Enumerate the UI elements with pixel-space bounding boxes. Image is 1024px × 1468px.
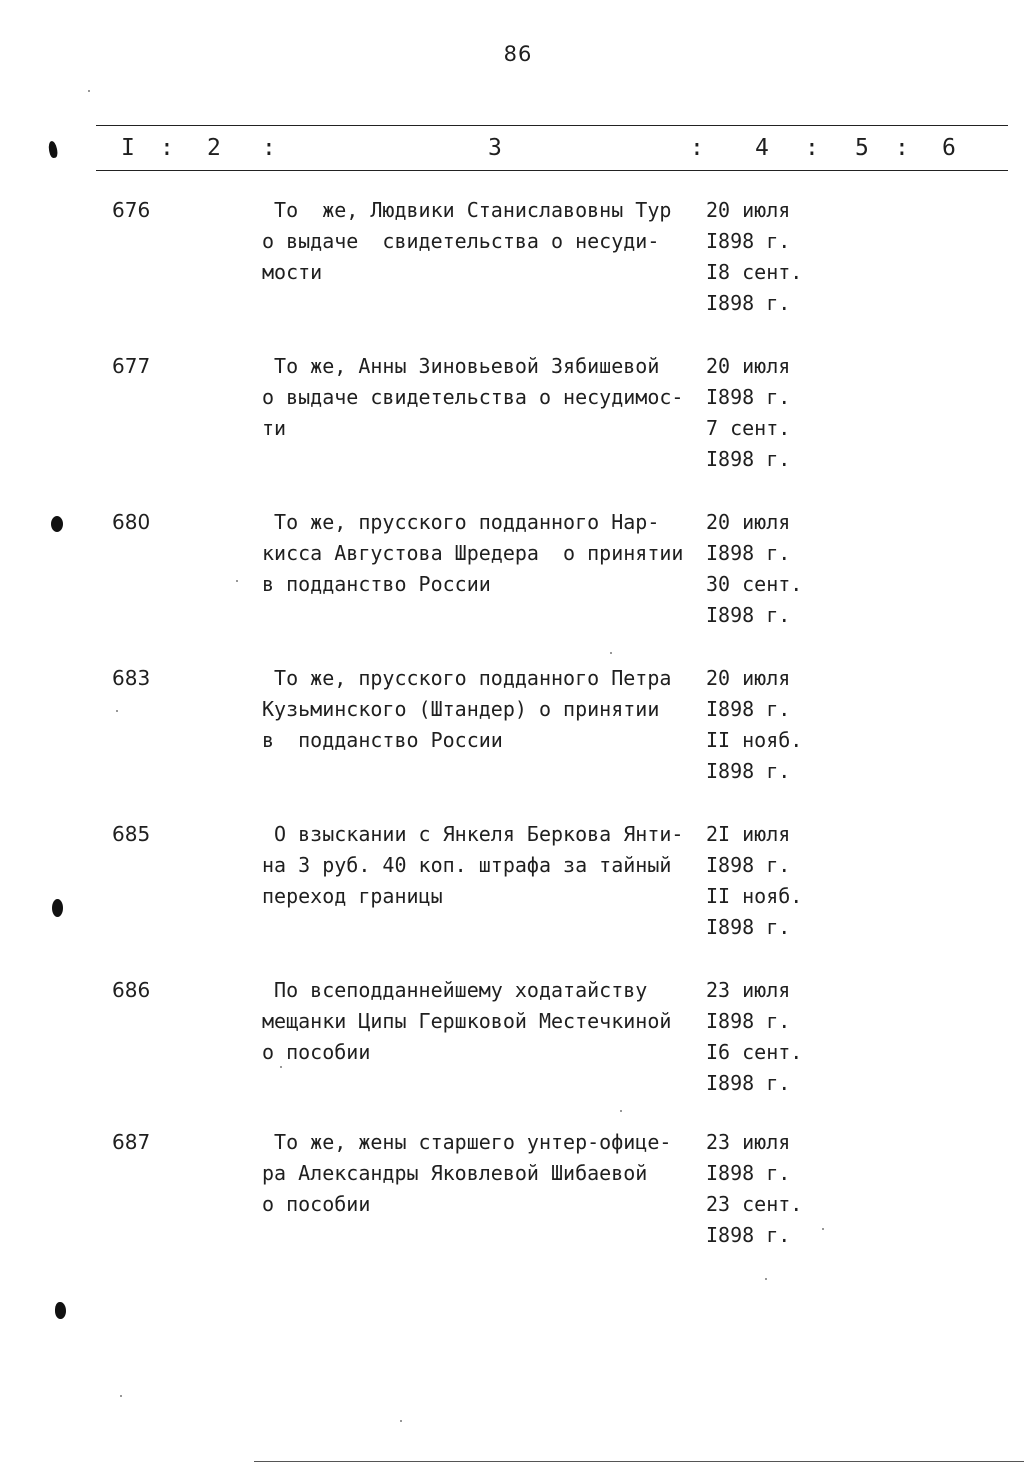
row-number: 677 — [112, 354, 151, 378]
table-row — [0, 351, 1024, 491]
header-separator: : — [160, 135, 174, 161]
row-description: То же, Людвики Станиславовны Тур о выдаче свидетельства о несуди- мости — [262, 198, 672, 284]
row-number: 676 — [112, 198, 151, 222]
header-col-4: 4 — [755, 135, 769, 161]
scan-speck — [765, 1278, 767, 1280]
header-separator: : — [805, 135, 819, 161]
row-description: То же, прусского подданного Петра Кузьминского (Штандер) о принятии в подданство России — [262, 666, 672, 752]
scan-speck — [280, 1066, 282, 1068]
table-row — [0, 819, 1024, 959]
row-dates: 20 июля I898 г. 7 сент. I898 г. — [706, 354, 791, 471]
row-dates: 2I июля I898 г. II нояб. I898 г. — [706, 822, 803, 939]
header-col-6: 6 — [942, 135, 956, 161]
row-number: 680 — [112, 510, 151, 534]
header-separator: : — [895, 135, 909, 161]
header-separator: : — [690, 135, 704, 161]
binding-hole-mark — [48, 140, 59, 158]
row-description: О взыскании с Янкеля Беркова Янти- на 3 руб. 40 коп. штрафа за тайный переход границы — [262, 822, 684, 908]
row-dates: 20 июля I898 г. II нояб. I898 г. — [706, 666, 803, 783]
binding-hole-mark — [51, 516, 63, 532]
scan-speck — [88, 90, 90, 92]
row-number: 683 — [112, 666, 151, 690]
binding-hole-mark — [55, 1302, 66, 1319]
row-description: То же, Анны Зиновьевой Зябишевой о выдаче свидетельства о несудимос- ти — [262, 354, 684, 440]
scan-speck — [822, 1228, 824, 1230]
table-row — [0, 1127, 1024, 1267]
row-number: 687 — [112, 1130, 151, 1154]
header-separator: : — [262, 135, 276, 161]
scan-speck — [620, 1110, 622, 1112]
header-col-3: 3 — [488, 135, 502, 161]
table-row — [0, 507, 1024, 647]
row-number: 686 — [112, 978, 151, 1002]
scan-bottom-edge — [254, 1461, 1024, 1462]
scan-speck — [120, 1395, 122, 1397]
table-row — [0, 663, 1024, 803]
table-header-top-rule — [96, 125, 1008, 126]
header-col-5: 5 — [855, 135, 869, 161]
row-number: 685 — [112, 822, 151, 846]
page-number: 86 — [503, 42, 533, 66]
binding-hole-mark — [52, 899, 63, 917]
row-dates: 23 июля I898 г. I6 сент. I898 г. — [706, 978, 803, 1095]
scan-speck — [236, 580, 238, 582]
row-dates: 20 июля I898 г. 30 сент. I898 г. — [706, 510, 803, 627]
header-col-1: I — [121, 135, 135, 161]
table-header-bottom-rule — [96, 170, 1008, 171]
scan-speck — [610, 652, 612, 654]
table-row — [0, 975, 1024, 1115]
row-description: То же, жены старшего унтер-офице- ра Александры Яковлевой Шибаевой о пособии — [262, 1130, 672, 1216]
scan-speck — [400, 1420, 402, 1422]
scan-speck — [116, 710, 118, 712]
row-dates: 20 июля I898 г. I8 сент. I898 г. — [706, 198, 803, 315]
row-description: По всеподданнейшему ходатайству мещанки Ципы Гершковой Местечкиной о пособии — [262, 978, 672, 1064]
row-description: То же, прусского подданного Нар- кисса Августова Шредера о принятии в подданство России — [262, 510, 684, 596]
row-dates: 23 июля I898 г. 23 сент. I898 г. — [706, 1130, 803, 1247]
table-row — [0, 195, 1024, 335]
header-col-2: 2 — [207, 135, 221, 161]
